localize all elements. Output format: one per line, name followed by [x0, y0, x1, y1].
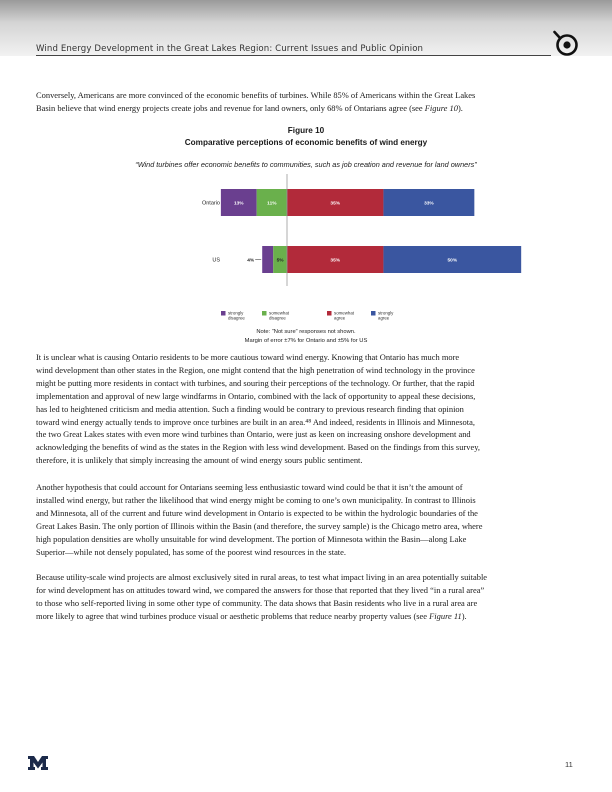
running-header: Wind Energy Development in the Great Lakes Region: Current Issues and Public Opinion: [36, 44, 424, 54]
data-label-ontario-somewhat-disagree: 11%: [267, 201, 277, 207]
paragraph-4-end: ).: [461, 610, 467, 621]
circle-target-icon: [552, 29, 580, 57]
legend-label-line2-0: disagree: [228, 315, 245, 321]
data-label-us-somewhat-agree: 35%: [330, 258, 341, 264]
data-label-us-strongly-agree: 50%: [447, 258, 458, 264]
data-label-ontario-strongly-agree: 33%: [424, 201, 434, 207]
paragraph-2: It is unclear what is causing Ontario residents to be more cautious toward wind energy. Knowing that Ontario has much more wind development than other states in the Region, one might contend that the high penetration of wind technology in the province might be putting more residents in contact with turbines, and souring their perceptions of the technology. Or further, that the rapid implementation and approval of new large windfarms in Ontario, combined with the lack of opportunity to appeal these decisions, has led to heightened criticism and media attention. Such a finding would be contrary to previous research finding that opinion toward wind energy actually tends to improve once turbines are built in an area.⁴⁸ And indeed, residents in Illinois and Minnesota, the two Great Lakes states with even more wind turbines than Ontario, were just as keen on increasing onshore development and acknowledging the benefits of wind as the states in the Region with less wind development. Based on the findings from this survey, therefore, it is unlikely that simply increasing the amount of wind energy sours public sentiment.: [36, 352, 480, 466]
data-label-us-somewhat-disagree: 5%: [276, 258, 284, 264]
legend-label-line2-2: agree: [334, 315, 346, 321]
legend-label-line1-1: somewhat: [269, 310, 290, 316]
paragraph-4: [36, 571, 576, 623]
figure-10-reference: Figure 10: [424, 102, 458, 113]
legend-label-line1-0: strongly: [228, 310, 244, 316]
university-block-m-logo: [28, 756, 48, 770]
paragraph-4-text: Because utility-scale wind projects are almost exclusively sited in rural areas, to test what impact living in an area potentially suitable for wind development has on attitudes toward wind, we compared the answers for those that reported that they lived “in a rural area” to those who self-reported living in some other type of community. The data shows that Basin residents who live in a rural area are more likely to agree that wind turbines produce visual or aesthetic problems that reduce nearby property values (see: [36, 572, 488, 621]
paragraph-1-end: ).: [457, 102, 463, 113]
figure-quote: “Wind turbines offer economic benefits to communities, such as job creation and revenue for land owners”: [135, 160, 477, 169]
bar-us-strongly-disagree: [262, 246, 273, 273]
legend-label-line1-3: strongly: [378, 310, 394, 316]
legend-swatch-somewhat-disagree: [262, 311, 267, 316]
legend-swatch-strongly-disagree: [221, 311, 226, 316]
data-label-ontario-strongly-disagree: 13%: [233, 201, 244, 207]
figure-11-reference: Figure 11: [429, 610, 462, 621]
data-label-ontario-somewhat-agree: 35%: [330, 201, 341, 207]
header-rule: [36, 55, 551, 56]
legend-label-line2-3: agree: [378, 315, 390, 321]
page-number: 11: [565, 760, 573, 769]
legend-label-line2-1: disagree: [269, 315, 286, 321]
figure-number: Figure 10: [287, 126, 325, 135]
paragraph-1: [36, 89, 576, 115]
paragraph-3: Another hypothesis that could account for Ontarians seeming less enthusiastic toward wind could be that it isn’t the amount of installed wind energy, but rather the likelihood that wind energy might be coming to one’s own municipality. In contrast to Illinois and Minnesota, all of the current and future wind development in Ontario is expected to be within the hydrologic boundaries of the Great Lakes Basin. The only portion of Illinois within the Basin (and therefore, the survey sample) is the Chicago metro area, where high population densities are wholly unsuitable for wind development. The portion of Minnesota within the Basin—along Lake Superior—while not densely populated, has some of the poorest wind resources in the state.: [36, 482, 483, 557]
chart-margin-of-error: Margin of error ±7% for Ontario and ±5% for US: [244, 338, 368, 344]
chart-note: Note: “Not sure” responses not shown.: [256, 329, 356, 335]
data-label-us-strongly-disagree: 4%: [247, 258, 255, 264]
category-label-us: US: [212, 257, 220, 264]
stacked-bar-chart: [0, 170, 612, 350]
figure-title: Comparative perceptions of economic benefits of wind energy: [184, 138, 428, 147]
category-label-ontario: Ontario: [201, 200, 220, 207]
paragraph-1-text: Conversely, Americans are more convinced of the economic benefits of turbines. While 85% of Americans within the Great Lakes Basin believe that wind energy projects create jobs and revenue for land owners, only 68% of Ontarians agree (see: [36, 90, 476, 113]
legend-swatch-somewhat-agree: [327, 311, 332, 316]
legend-label-line1-2: somewhat: [334, 310, 355, 316]
legend-swatch-strongly-agree: [371, 311, 376, 316]
